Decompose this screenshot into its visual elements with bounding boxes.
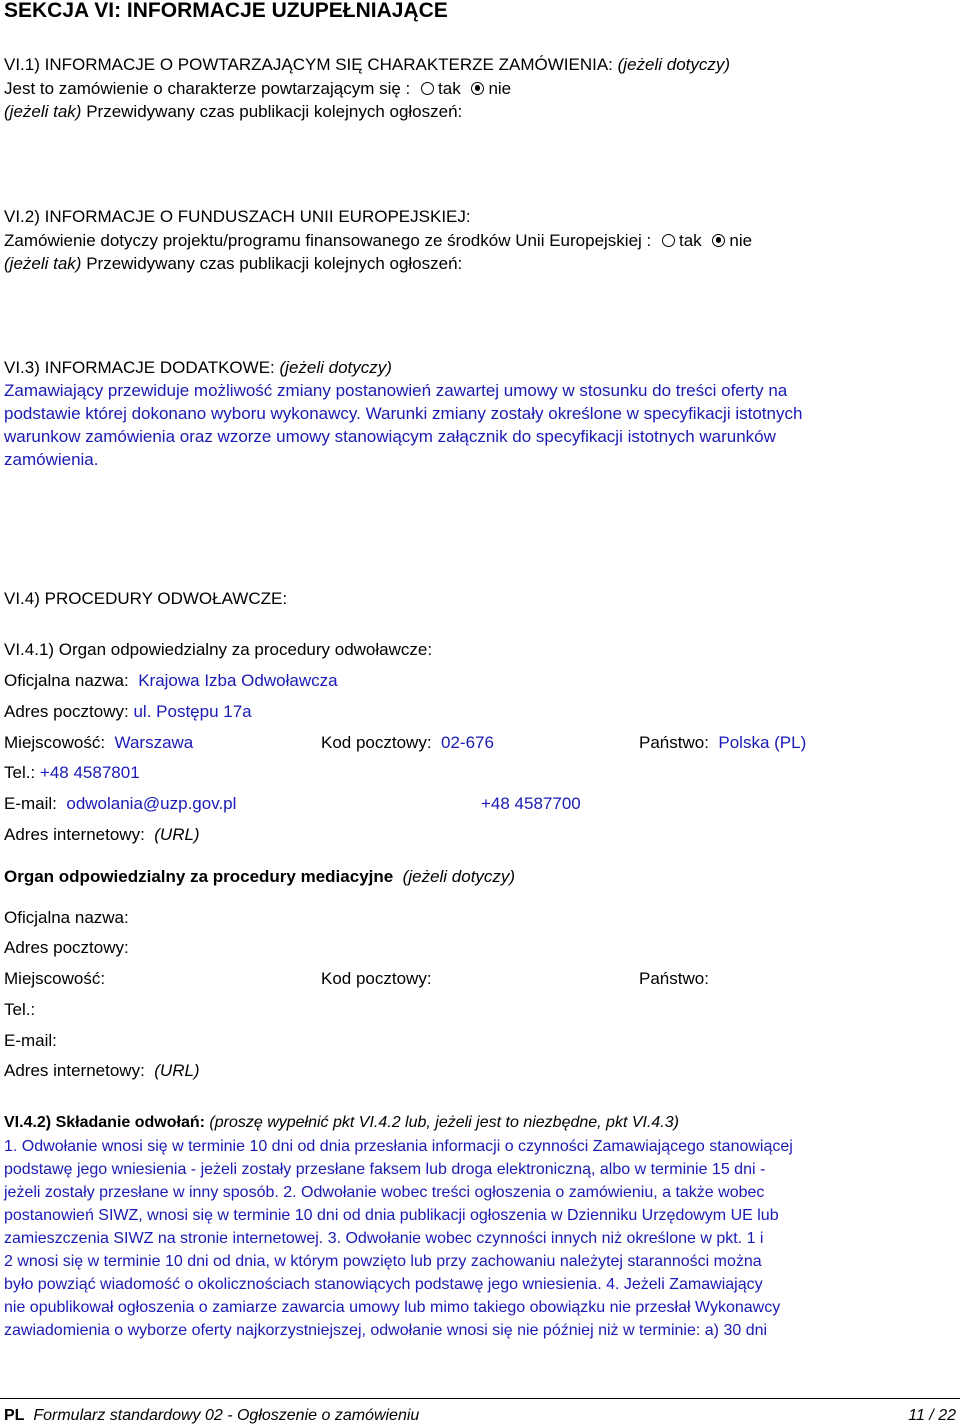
vi2-cond: (jeżeli tak) [4, 254, 82, 273]
vi41-email-label: E-mail: [4, 794, 57, 813]
vi41-country-label: Państwo: [639, 733, 709, 752]
vi2-radio-no[interactable] [712, 234, 725, 247]
vi42-note: (proszę wypełnić pkt VI.4.2 lub, jeżeli jest to niezbędne, pkt VI.4.3) [209, 1114, 679, 1131]
vi41-country-value: Polska (PL) [718, 733, 807, 752]
vi42-heading-row [4, 1111, 679, 1134]
vi1-heading-row [4, 53, 730, 76]
med-email-label: E-mail: [4, 1031, 57, 1050]
mediation-heading: Organ odpowiedzialny za procedury mediacyjne [4, 867, 394, 886]
vi41-address-label: Adres pocztowy: [4, 702, 129, 721]
med-www-label: Adres internetowy: [4, 1061, 145, 1080]
section-title: SEKCJA VI: INFORMACJE UZUPEŁNIAJĄCE [4, 0, 448, 22]
vi41-city-label: Miejscowość: [4, 733, 106, 752]
vi41-tel-value: +48 4587801 [39, 763, 140, 782]
vi41-city-value: Warszawa [114, 733, 194, 752]
med-name-label: Oficjalna nazwa: [4, 908, 129, 927]
vi1-radio-no[interactable] [471, 82, 484, 95]
vi1-question: Jest to zamówienie o charakterze powtarzającym się : [4, 79, 411, 98]
vi41-www-note: (URL) [154, 825, 200, 844]
vi41-country-row [639, 731, 806, 754]
vi42-line-5: zamieszczenia SIWZ na stronie internetowej. 3. Odwołanie wobec czynności innych niż określone w pkt. 1 i [4, 1230, 764, 1247]
vi1-heading-note: (jeżeli dotyczy) [617, 55, 731, 74]
vi42-line-2: podstawę jego wniesienia - jeżeli zostały przesłane faksem lub droga elektroniczną, albo w terminie 15 dni - [4, 1161, 766, 1178]
vi41-tel-row [4, 761, 140, 784]
vi41-fax-value: +48 4587700 [481, 794, 581, 813]
vi42-line-4: postanowień SIWZ, wnosi się w terminie 10 dni od dnia publikacji ogłoszenia w Dzienniku Urzędowym UE lub [4, 1207, 779, 1224]
vi3-line-1: Zamawiający przewiduje możliwość zmiany postanowień zawartej umowy w stosunku do treści oferty na [4, 381, 788, 400]
vi41-name-row [4, 669, 338, 692]
vi3-line-4: zamówienia. [4, 450, 99, 469]
vi41-address-row [4, 700, 252, 723]
vi3-heading-row [4, 356, 392, 379]
vi41-email-value[interactable]: odwolania@uzp.gov.pl [66, 794, 237, 813]
footer-lang: PL [4, 1407, 25, 1424]
med-www-row [4, 1059, 200, 1082]
footer-divider [0, 1398, 960, 1399]
vi41-name-label: Oficjalna nazwa: [4, 671, 129, 690]
vi1-label-no: nie [488, 79, 512, 98]
vi41-postcode-row [321, 731, 494, 754]
med-tel-label: Tel.: [4, 1000, 36, 1019]
vi3-heading: VI.3) INFORMACJE DODATKOWE: [4, 358, 275, 377]
vi1-label-yes: tak [438, 79, 461, 98]
vi41-postcode-label: Kod pocztowy: [321, 733, 432, 752]
vi42-line-7: było powziąć wiadomość o okolicznościach stanowiących podstawę jego wniesienia. 4. Jeżeli Zamawiający [4, 1276, 763, 1293]
vi2-cond-row [4, 252, 462, 275]
med-city-label: Miejscowość: [4, 969, 106, 988]
med-postcode-label: Kod pocztowy: [321, 969, 432, 988]
med-www-note: (URL) [154, 1061, 200, 1080]
vi42-line-6: 2 wnosi się w terminie 10 dni od dnia, w którym powzięto lub przy zachowaniu należytej staranności można [4, 1253, 762, 1270]
mediation-note: (jeżeli dotyczy) [402, 867, 516, 886]
med-address-label: Adres pocztowy: [4, 938, 129, 957]
vi3-heading-note: (jeżeli dotyczy) [279, 358, 392, 377]
vi1-cond: (jeżeli tak) [4, 102, 82, 121]
vi2-question-row [4, 229, 752, 252]
vi41-heading: VI.4.1) Organ odpowiedzialny za procedury odwoławcze: [4, 640, 433, 659]
vi42-line-3: jeżeli zostały przesłane w inny sposób. 2. Odwołanie wobec treści ogłoszenia o zamówieniu, a także wobec [4, 1184, 765, 1201]
footer-left [4, 1406, 419, 1426]
vi1-question-row [4, 77, 511, 100]
vi41-name-value: Krajowa Izba Odwoławcza [138, 671, 338, 690]
footer-page: 11 / 22 [908, 1407, 956, 1424]
vi41-address-value: ul. Postępu 17a [133, 702, 252, 721]
vi41-www-label: Adres internetowy: [4, 825, 145, 844]
vi1-radio-yes[interactable] [421, 82, 434, 95]
vi2-question: Zamówienie dotyczy projektu/programu finansowanego ze środków Unii Europejskiej : [4, 231, 652, 250]
vi41-email-row [4, 792, 236, 815]
vi1-cond-row [4, 100, 462, 123]
footer-form: Formularz standardowy 02 - Ogłoszenie o zamówieniu [33, 1407, 420, 1424]
vi42-line-9: zawiadomienia o wyborze oferty najkorzystniejszej, odwołanie wnosi się nie później niż w terminie: a) 30 dni [4, 1322, 768, 1339]
vi2-heading: VI.2) INFORMACJE O FUNDUSZACH UNII EUROPEJSKIEJ: [4, 207, 471, 226]
vi42-line-1: 1. Odwołanie wnosi się w terminie 10 dni od dnia przesłania informacji o czynności Zamawiającego stanowiącej [4, 1138, 793, 1155]
vi42-heading: VI.4.2) Składanie odwołań: [4, 1114, 205, 1131]
med-country-label: Państwo: [639, 969, 709, 988]
mediation-heading-row [4, 865, 515, 888]
vi42-line-8: nie opublikował ogłoszenia o zamiarze zawarcia umowy lub mimo takiego obowiązku nie przesłał Wykonawcy [4, 1299, 781, 1316]
vi41-postcode-value: 02-676 [441, 733, 494, 752]
vi1-cond-text: Przewidywany czas publikacji kolejnych ogłoszeń: [86, 102, 463, 121]
vi2-label-yes: tak [679, 231, 702, 250]
vi41-city-row [4, 731, 193, 754]
vi1-heading: VI.1) INFORMACJE O POWTARZAJĄCYM SIĘ CHARAKTERZE ZAMÓWIENIA: [4, 55, 613, 74]
vi41-www-row [4, 823, 200, 846]
vi4-heading: VI.4) PROCEDURY ODWOŁAWCZE: [4, 589, 288, 608]
vi2-cond-text: Przewidywany czas publikacji kolejnych ogłoszeń: [86, 254, 463, 273]
vi2-radio-yes[interactable] [662, 234, 675, 247]
vi2-label-no: nie [729, 231, 753, 250]
vi41-tel-label: Tel.: [4, 763, 36, 782]
vi3-line-3: warunkow zamówienia oraz wzorze umowy stanowiącym załącznik do specyfikacji istotnych warunków [4, 427, 776, 446]
vi3-line-2: podstawie której dokonano wyboru wykonawcy. Warunki zmiany zostały określone w specyfikacji istotnych [4, 404, 803, 423]
